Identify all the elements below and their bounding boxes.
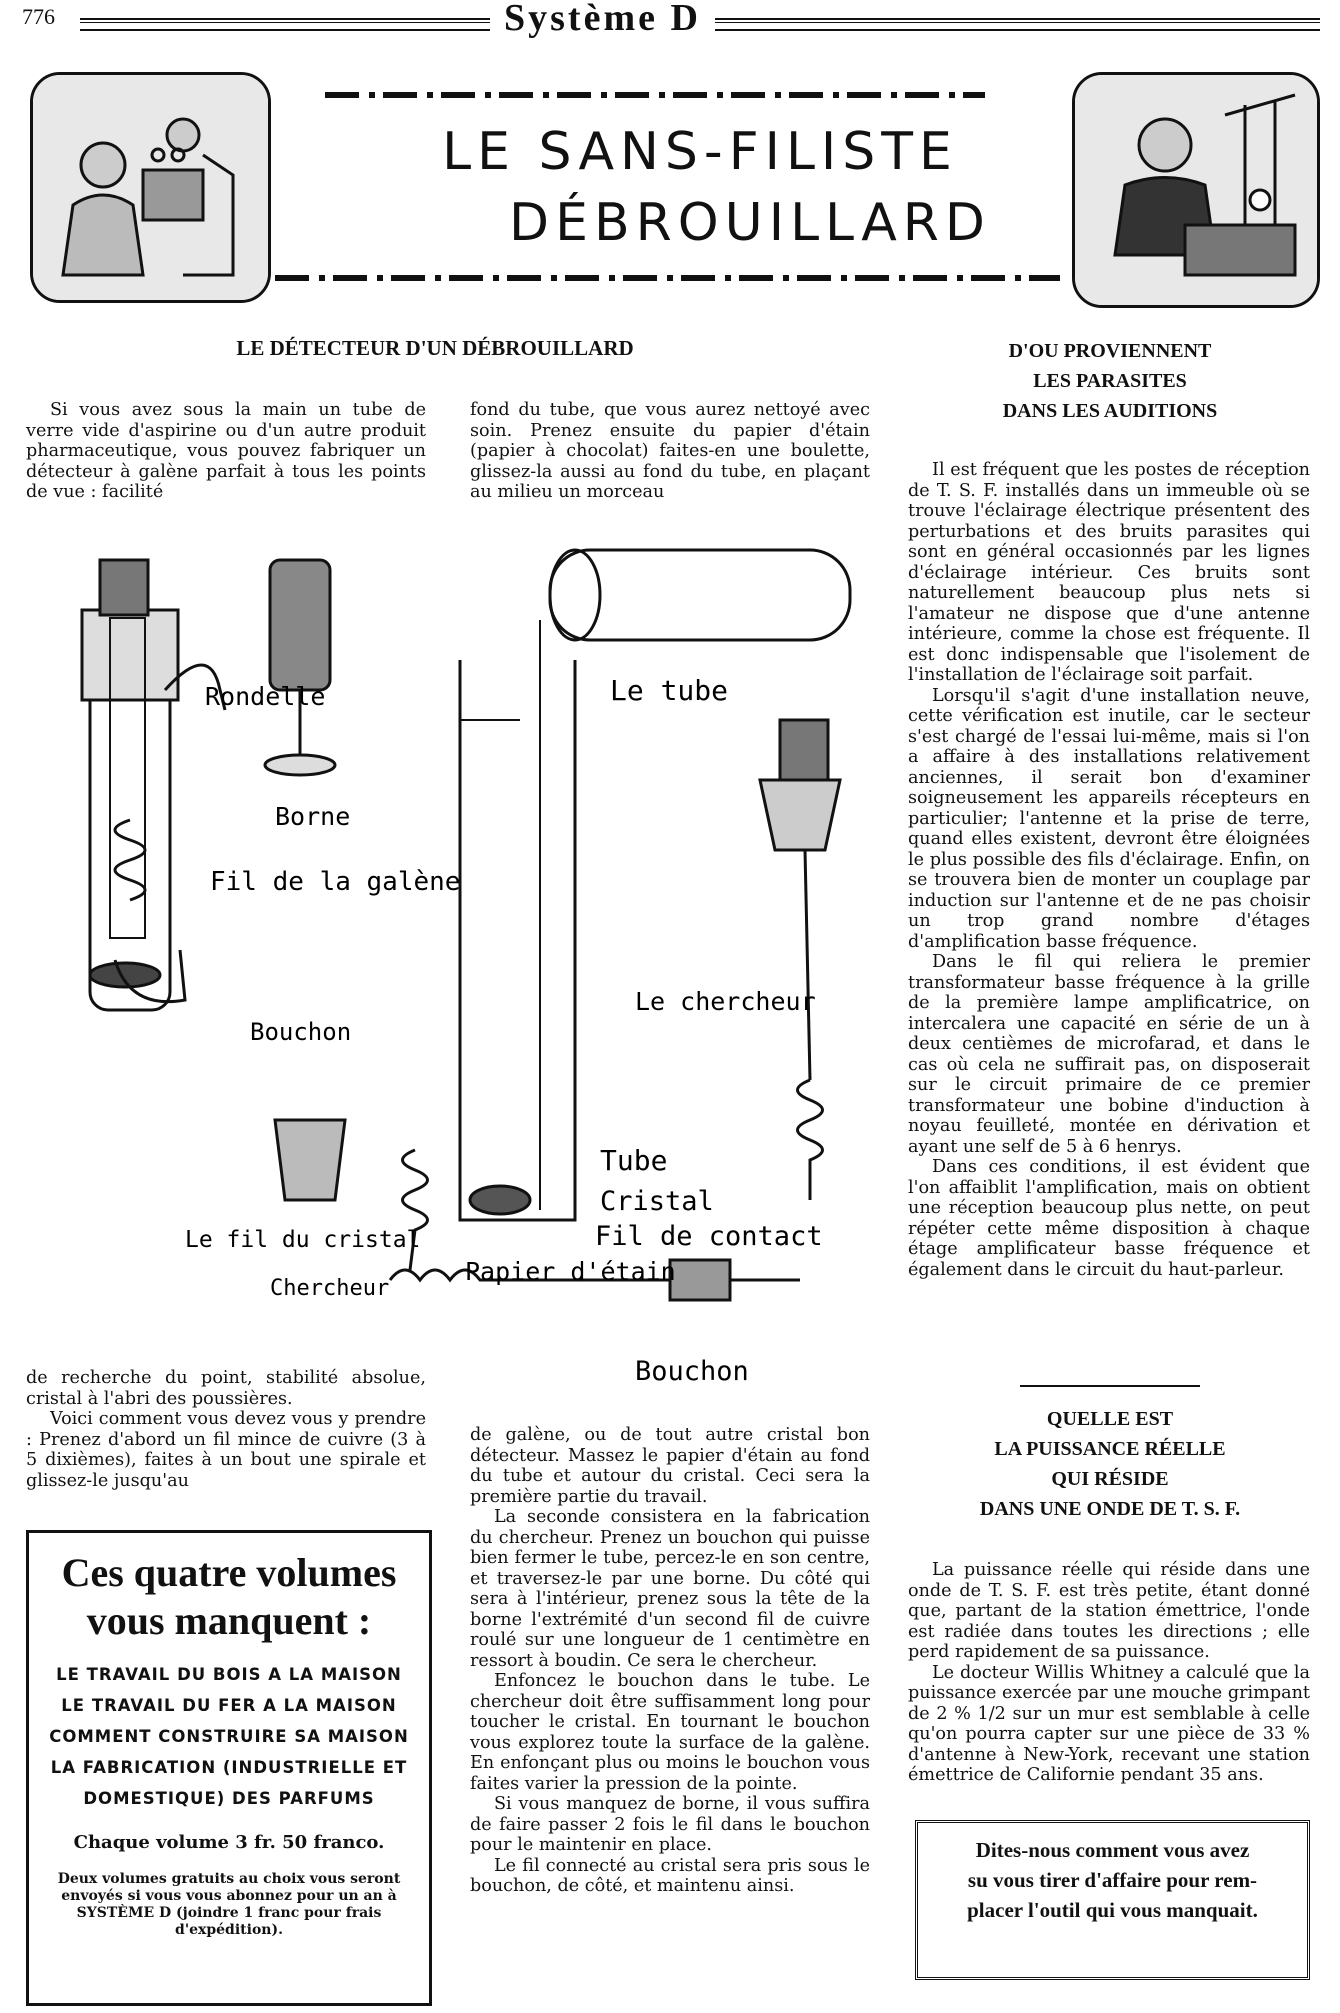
ad-title-line1: Ces quatre volumes bbox=[61, 1550, 397, 1595]
paragraph: Si vous manquez de borne, il vous suffira de faire passer 2 fois le fil dans le bouchon pour le maintenir en place. bbox=[470, 1794, 870, 1855]
banner-rule-bottom bbox=[275, 275, 1060, 281]
article3-heading-line1: QUELLE EST bbox=[1046, 1408, 1174, 1430]
ad-title-line2: vous manquent : bbox=[86, 1598, 372, 1643]
article3-heading-line2: LA PUISSANCE RÉELLE bbox=[994, 1438, 1226, 1460]
paragraph: Il est fréquent que les postes de réception de T. S. F. installés dans un immeuble où se trouve l'éclairage électrique présentent des perturbations et des bruits parasites qui sont en général occasionnés par les lignes d'éclairage intérieur. Ces bruits sont naturellement beaucoup plus nets si l'amateur ne dispose que d'une antenne intérieure, comme la chose est fréquente. Il est donc indispensable que l'isolement de l'installation de l'éclairage soit parfait. bbox=[908, 460, 1310, 685]
ad-book-item: DOMESTIQUE) DES PARFUMS bbox=[83, 1789, 375, 1808]
label-bouchon-2: Bouchon bbox=[635, 1356, 749, 1387]
article1-heading: LE DÉTECTEUR D'UN DÉBROUILLARD bbox=[236, 336, 634, 360]
ad-book-item: COMMENT CONSTRUIRE SA MAISON bbox=[49, 1727, 409, 1746]
article1-col2-top bbox=[470, 400, 870, 503]
ad-book-item: LE TRAVAIL DU BOIS A LA MAISON bbox=[56, 1665, 402, 1684]
paragraph: fond du tube, que vous aurez nettoyé avec soin. Prenez ensuite du papier d'étain (papier à chocolat) faites-en une boulette, glissez-la aussi au fond du tube, en plaçant au milieu un morceau bbox=[470, 400, 870, 502]
tip-line3: placer l'outil qui vous manquait. bbox=[967, 1898, 1258, 1922]
article2-heading-line1: D'OU PROVIENNENT bbox=[1008, 340, 1212, 362]
paragraph: Le fil connecté au cristal sera pris sous le bouchon, de côté, et maintenu ainsi. bbox=[470, 1855, 870, 1896]
page-number: 776 bbox=[22, 4, 55, 29]
masthead-title: Système D bbox=[490, 0, 715, 40]
tip-line1: Dites-nous comment vous avez bbox=[975, 1838, 1250, 1862]
article1-col2-bottom bbox=[470, 1425, 870, 1897]
volumes-ad-box bbox=[26, 1530, 432, 2006]
label-borne: Borne bbox=[275, 802, 351, 831]
label-papier-etain: Papier d'étain bbox=[465, 1257, 676, 1286]
label-le-chercheur: Le chercheur bbox=[635, 987, 816, 1016]
ad-book-item: LE TRAVAIL DU FER A LA MAISON bbox=[61, 1696, 397, 1715]
label-fil-contact: Fil de contact bbox=[595, 1221, 823, 1252]
tip-box bbox=[915, 1820, 1310, 1980]
label-bouchon-1: Bouchon bbox=[250, 1018, 352, 1046]
banner-title-line1: LE SANS-FILISTE bbox=[442, 122, 958, 182]
paragraph: Le docteur Willis Whitney a calculé que la puissance exercée par une mouche grimpant de 2 % 1/2 sur un mur est semblable à celle qu'on pourra capter sur une pièce de 33 % d'antenne à New-York, recevant une station émettrice de Californie pendant 35 ans. bbox=[908, 1662, 1310, 1785]
paragraph: Enfoncez le bouchon dans le tube. Le chercheur doit être suffisamment long pour toucher le cristal. En tournant le bouchon vous explorez toute la surface de la galène. En enfonçant plus ou moins le bouchon vous faites varier la pression de la pointe. bbox=[470, 1671, 870, 1794]
banner-rule-top bbox=[325, 92, 985, 98]
article2-heading-line2: LES PARASITES bbox=[1033, 370, 1187, 392]
tip-line2: su vous tirer d'affaire pour rem- bbox=[967, 1868, 1258, 1892]
label-tube: Tube bbox=[600, 1144, 668, 1177]
article1-col1-top bbox=[26, 400, 426, 503]
ad-price: Chaque volume 3 fr. 50 franco. bbox=[73, 1832, 385, 1853]
banner-title-line2: DÉBROUILLARD bbox=[509, 193, 991, 253]
article2-heading-line3: DANS LES AUDITIONS bbox=[1002, 400, 1218, 422]
paragraph: Dans ces conditions, il est évident que l'on affaiblit l'amplification, mais on obtient une réception beaucoup plus nette, on peut répéter cette même disposition à chaque étage amplificateur basse fréquence et également dans le circuit du haut-parleur. bbox=[908, 1157, 1310, 1280]
label-chercheur-1: Chercheur bbox=[270, 1276, 390, 1301]
paragraph: La seconde consistera en la fabrication du chercheur. Prenez un bouchon qui puisse bien fermer le tube, percez-le en son centre, et traversez-le par une borne. Du côté qui sera à l'intérieur, prenez sous la tête de la borne l'extrémité d'un second fil de cuivre roulé sur une longueur de 1 centimètre en ressort à boudin. Ce sera le chercheur. bbox=[470, 1507, 870, 1671]
label-fil-galene: Fil de la galène bbox=[210, 867, 461, 897]
label-cristal: Cristal bbox=[600, 1186, 714, 1217]
label-le-tube: Le tube bbox=[610, 674, 729, 707]
banner-illustration-left bbox=[30, 72, 271, 303]
ad-book-item: LA FABRICATION (INDUSTRIELLE ET bbox=[50, 1758, 408, 1777]
paragraph: Dans le fil qui reliera le premier transformateur basse fréquence à la grille de la première lampe amplificatrice, on intercalera une capacité en série de un à deux centièmes de microfarad, et dans le cas où cela ne suffirait pas, on disposerait sur le circuit primaire de ce premier transformateur une bobine d'induction à noyau feuilleté, montée en dérivation et ayant une self de 5 à 6 henrys. bbox=[908, 952, 1310, 1157]
paragraph: La puissance réelle qui réside dans une onde de T. S. F. est très petite, étant donné que, partant de la station émettrice, l'onde est radiée dans toutes les directions ; elle perd rapidement de sa puissance. bbox=[908, 1560, 1310, 1662]
paragraph: Lorsqu'il s'agit d'une installation neuve, cette vérification est inutile, car le secteur s'est chargé de l'essai lui-même, mais si l'on a affaire à des installations relativement anciennes, il serait bon d'examiner soigneusement les appareils récepteurs en particulier; l'antenne et la prise de terre, quand elles existent, devront être éloignées le plus possible des fils d'éclairage. Enfin, on se trouvera bien de monter un couplage par induction sur l'antenne et de ne pas choisir un trop grand nombre d'étages d'amplification basse fréquence. bbox=[908, 685, 1310, 952]
article1-col1-bottom bbox=[26, 1368, 426, 1491]
label-rondelle: Rondelle bbox=[205, 682, 326, 711]
label-fil-cristal: Le fil du cristal bbox=[185, 1227, 421, 1253]
article3-heading-line4: DANS UNE ONDE DE T. S. F. bbox=[979, 1498, 1241, 1520]
paragraph: de galène, ou de tout autre cristal bon détecteur. Massez le papier d'étain au fond du tube et autour du cristal. Ceci sera la première partie du travail. bbox=[470, 1425, 870, 1507]
paragraph: de recherche du point, stabilité absolue, cristal à l'abri des poussières. bbox=[26, 1368, 426, 1409]
article3-rule bbox=[1020, 1385, 1200, 1387]
article3-heading-line3: QUI RÉSIDE bbox=[1051, 1468, 1169, 1490]
detector-figure bbox=[20, 520, 880, 1390]
ad-offer: Deux volumes gratuits au choix vous seront envoyés si vous vous abonnez pour un an à SYSTÈME D (joindre 1 franc pour frais d'expédition). bbox=[57, 1871, 401, 1938]
article3-body bbox=[908, 1560, 1310, 1786]
paragraph: Voici comment vous devez vous y prendre : Prenez d'abord un fil mince de cuivre (3 à 5 dixièmes), faites à un bout une spirale et glissez-le jusqu'au bbox=[26, 1409, 426, 1491]
paragraph: Si vous avez sous la main un tube de verre vide d'aspirine ou d'un autre produit pharmaceutique, vous pouvez fabriquer un détecteur à galène parfait à tous les points de vue : facilité bbox=[26, 400, 426, 502]
article2-body bbox=[908, 460, 1310, 1280]
banner-illustration-right bbox=[1072, 72, 1320, 308]
